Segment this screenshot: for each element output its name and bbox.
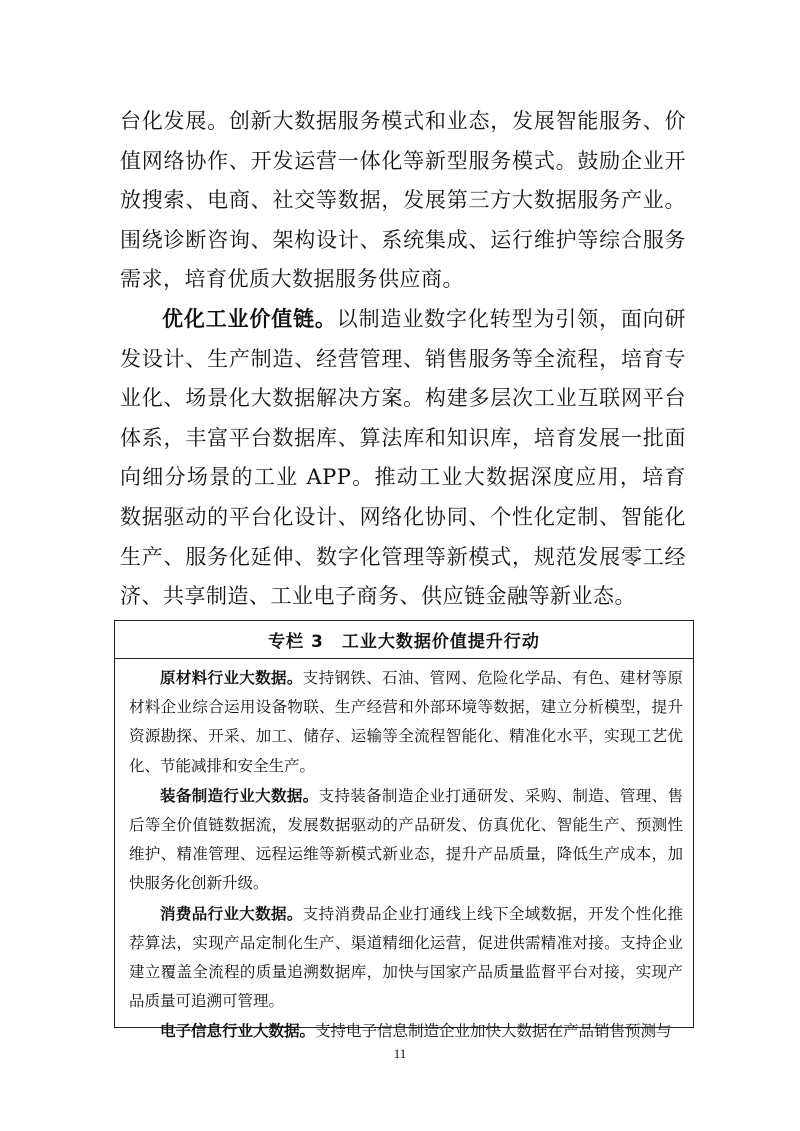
box-header — [115, 621, 693, 659]
paragraph-continuation — [120, 102, 686, 300]
paragraph-lead: 优化工业价值链。 — [162, 306, 337, 331]
box-item-text: 支持钢铁、石油、管网、危险化学品、有色、建材等原材料企业综合运用设备物联、生产经营和外部环境等数据，建立分析模型，提升资源勘探、开采、加工、储存、运输等全流程智能化、精准化水平，实现工艺优化、节能减排和安全生产。 — [129, 669, 683, 775]
special-column-box — [114, 620, 694, 1041]
body-text — [120, 102, 686, 617]
paragraph-text: 台化发展。创新大数据服务模式和业态，发展智能服务、价值网络协作、开发运营一体化等新型服务模式。鼓励企业开放搜索、电商、社交等数据，发展第三方大数据服务产业。围绕诊断咨询、架构设计、系统集成、运行维护等综合服务需求，培育优质大数据服务供应商。 — [120, 109, 686, 292]
box-label: 专栏 3 — [268, 632, 324, 652]
paragraph-text: 以制造业数字化转型为引领，面向研发设计、生产制造、经营管理、销售服务等全流程，培育专业化、场景化大数据解决方案。构建多层次工业互联网平台体系，丰富平台数据库、算法库和知识库，培育发展一批面向细分场景的工业 APP。推动工业大数据深度应用，培育数据驱动的平台化设计、网络化协同、个性化定制、智能化生产、服务化延伸、数字化管理等新模式，规范发展零工经济、共享制造、工业电子商务、供应链金融等新业态。 — [120, 306, 687, 609]
paragraph-industrial-value-chain — [120, 300, 686, 617]
box-item-text: 支持电子信息制造企业加快大数据在产品销售预测与 — [315, 1022, 672, 1041]
box-item-raw-materials — [129, 663, 683, 781]
box-item-lead: 装备制造行业大数据。 — [160, 785, 319, 805]
box-item-text: 支持消费品企业打通线上线下全域数据，开发个性化推荐算法，实现产品定制化生产、渠道精细化运营，促进供需精准对接。支持企业建立覆盖全流程的质量追溯数据库，加快与国家产品质量监督平台对接，实现产品质量可追溯可管理。 — [129, 904, 683, 1011]
box-item-consumer-goods — [129, 899, 683, 1017]
box-item-lead: 消费品行业大数据。 — [160, 903, 303, 923]
box-item-electronics — [129, 1016, 683, 1046]
page-number: 11 — [393, 1046, 407, 1061]
box-body — [115, 659, 693, 1047]
box-item-text: 支持装备制造企业打通研发、采购、制造、管理、售后等全价值链数据流，发展数据驱动的产品研发、仿真优化、智能生产、预测性维护、精准管理、远程运维等新模式新业态，提升产品质量，降低生产成本，加快服务化创新升级。 — [129, 786, 683, 893]
box-title: 工业大数据价值提升行动 — [341, 632, 540, 652]
box-item-lead: 电子信息行业大数据。 — [160, 1021, 316, 1041]
box-item-equipment — [129, 781, 683, 899]
box-item-lead: 原材料行业大数据。 — [160, 668, 303, 687]
